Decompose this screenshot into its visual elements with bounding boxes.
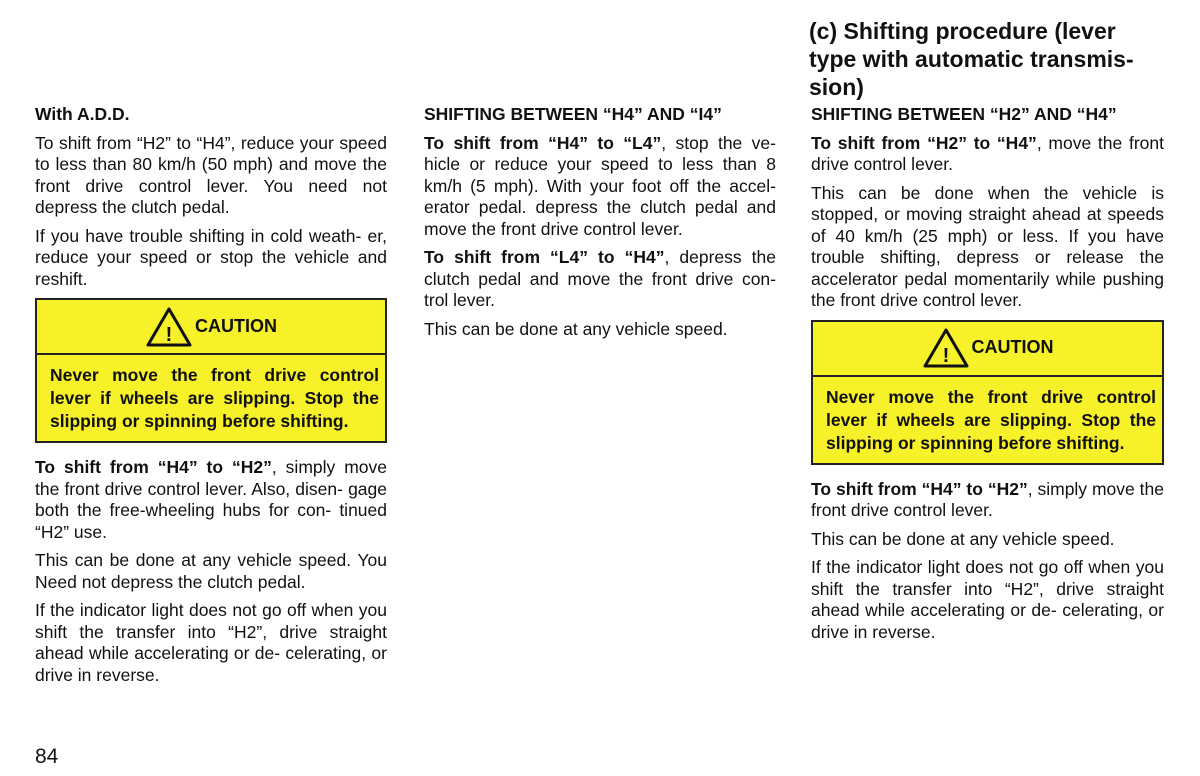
col1-paragraph-1: To shift from “H2” to “H4”, reduce your speed to less than 80 km/h (50 mph) and move the front drive control lever. You need not depress the clutch pedal. <box>35 132 387 217</box>
caution-box-1 <box>35 298 387 443</box>
col2-p2-bold: To shift from “L4” to “H4” <box>424 247 665 267</box>
column-2 <box>424 104 776 347</box>
section-title: (c) Shifting procedure (lever type with automatic transmis- sion) <box>809 18 1134 100</box>
col3-paragraph-4: This can be done at any vehicle speed. <box>811 528 1115 549</box>
caution-label-2: CAUTION <box>971 337 1054 358</box>
col2-paragraph-3: This can be done at any vehicle speed. <box>424 318 728 339</box>
col1-paragraph-3 <box>35 457 387 543</box>
caution-label-1: CAUTION <box>195 315 277 336</box>
col3-heading: SHIFTING BETWEEN “H2” AND “H4” <box>811 104 1117 124</box>
warning-triangle-icon <box>922 327 970 369</box>
col2-paragraph-1 <box>424 133 776 241</box>
col1-paragraph-4: This can be done at any vehicle speed. You Need not depress the clutch pedal. <box>35 550 387 592</box>
col1-heading: With A.D.D. <box>35 104 130 124</box>
svg-text:!: ! <box>942 345 949 367</box>
page-number: 84 <box>35 745 59 768</box>
svg-text:!: ! <box>165 323 173 346</box>
caution-text-2: Never move the front drive control lever if wheels are slipping. Stop the slipping or spinning before shifting. <box>826 386 1156 453</box>
col1-paragraph-2: If you have trouble shifting in cold weath- er, reduce your speed or stop the vehicle and reshift. <box>35 225 387 289</box>
col3-p3-bold: To shift from “H4” to “H2” <box>811 478 1028 499</box>
col3-paragraph-2: This can be done when the vehicle is stopped, or moving straight ahead at speeds of 40 km/h (25 mph) or less. If you have trouble shifting, depress or release the accelerator pedal momentarily while pushing the front drive control lever. <box>811 182 1164 310</box>
col2-heading: SHIFTING BETWEEN “H4” AND “I4” <box>424 104 722 124</box>
col2-p1-rest: , stop the ve- hicle or reduce your speed to less than 8 km/h (5 mph). With your foot off the accel- erator pedal. depress the clutch pedal and move the front drive control lever. <box>424 132 776 239</box>
caution-text-1: Never move the front drive control lever if wheels are slipping. Stop the slipping or spinning before shifting. <box>50 365 379 431</box>
col2-p2-rest: , depress the clutch pedal and move the front drive con- trol lever. <box>424 247 777 310</box>
caution-header-2 <box>813 322 1162 377</box>
caution-header-1 <box>37 300 385 355</box>
column-1 <box>35 104 387 693</box>
caution-box-2 <box>811 320 1164 465</box>
col3-p1-bold: To shift from “H2” to “H4” <box>811 132 1037 153</box>
col3-p3-rest: , simply move the front drive control lever. <box>811 478 1164 520</box>
col3-paragraph-5: If the indicator light does not go off when you shift the transfer into “H2”, drive straight ahead while accelerating or de- celerating, or drive in reverse. <box>811 557 1164 642</box>
col1-p3-rest: , simply move the front drive control lever. Also, disen- gage both the free-wheeling hubs for con- tinued “H2” use. <box>35 457 387 542</box>
col2-paragraph-2 <box>424 247 776 312</box>
col2-p1-bold: To shift from “H4” to “L4” <box>424 132 662 153</box>
col3-paragraph-1 <box>811 133 1164 176</box>
warning-triangle-icon <box>145 306 193 348</box>
col1-p3-bold: To shift from “H4” to “H2” <box>35 457 272 477</box>
column-3 <box>811 104 1164 650</box>
col3-p1-rest: , move the front drive control lever. <box>811 132 1164 174</box>
col1-paragraph-5: If the indicator light does not go off when you shift the transfer into “H2”, drive straight ahead while accelerating or de- celerating, or drive in reverse. <box>35 600 387 685</box>
col3-paragraph-3 <box>811 479 1164 522</box>
